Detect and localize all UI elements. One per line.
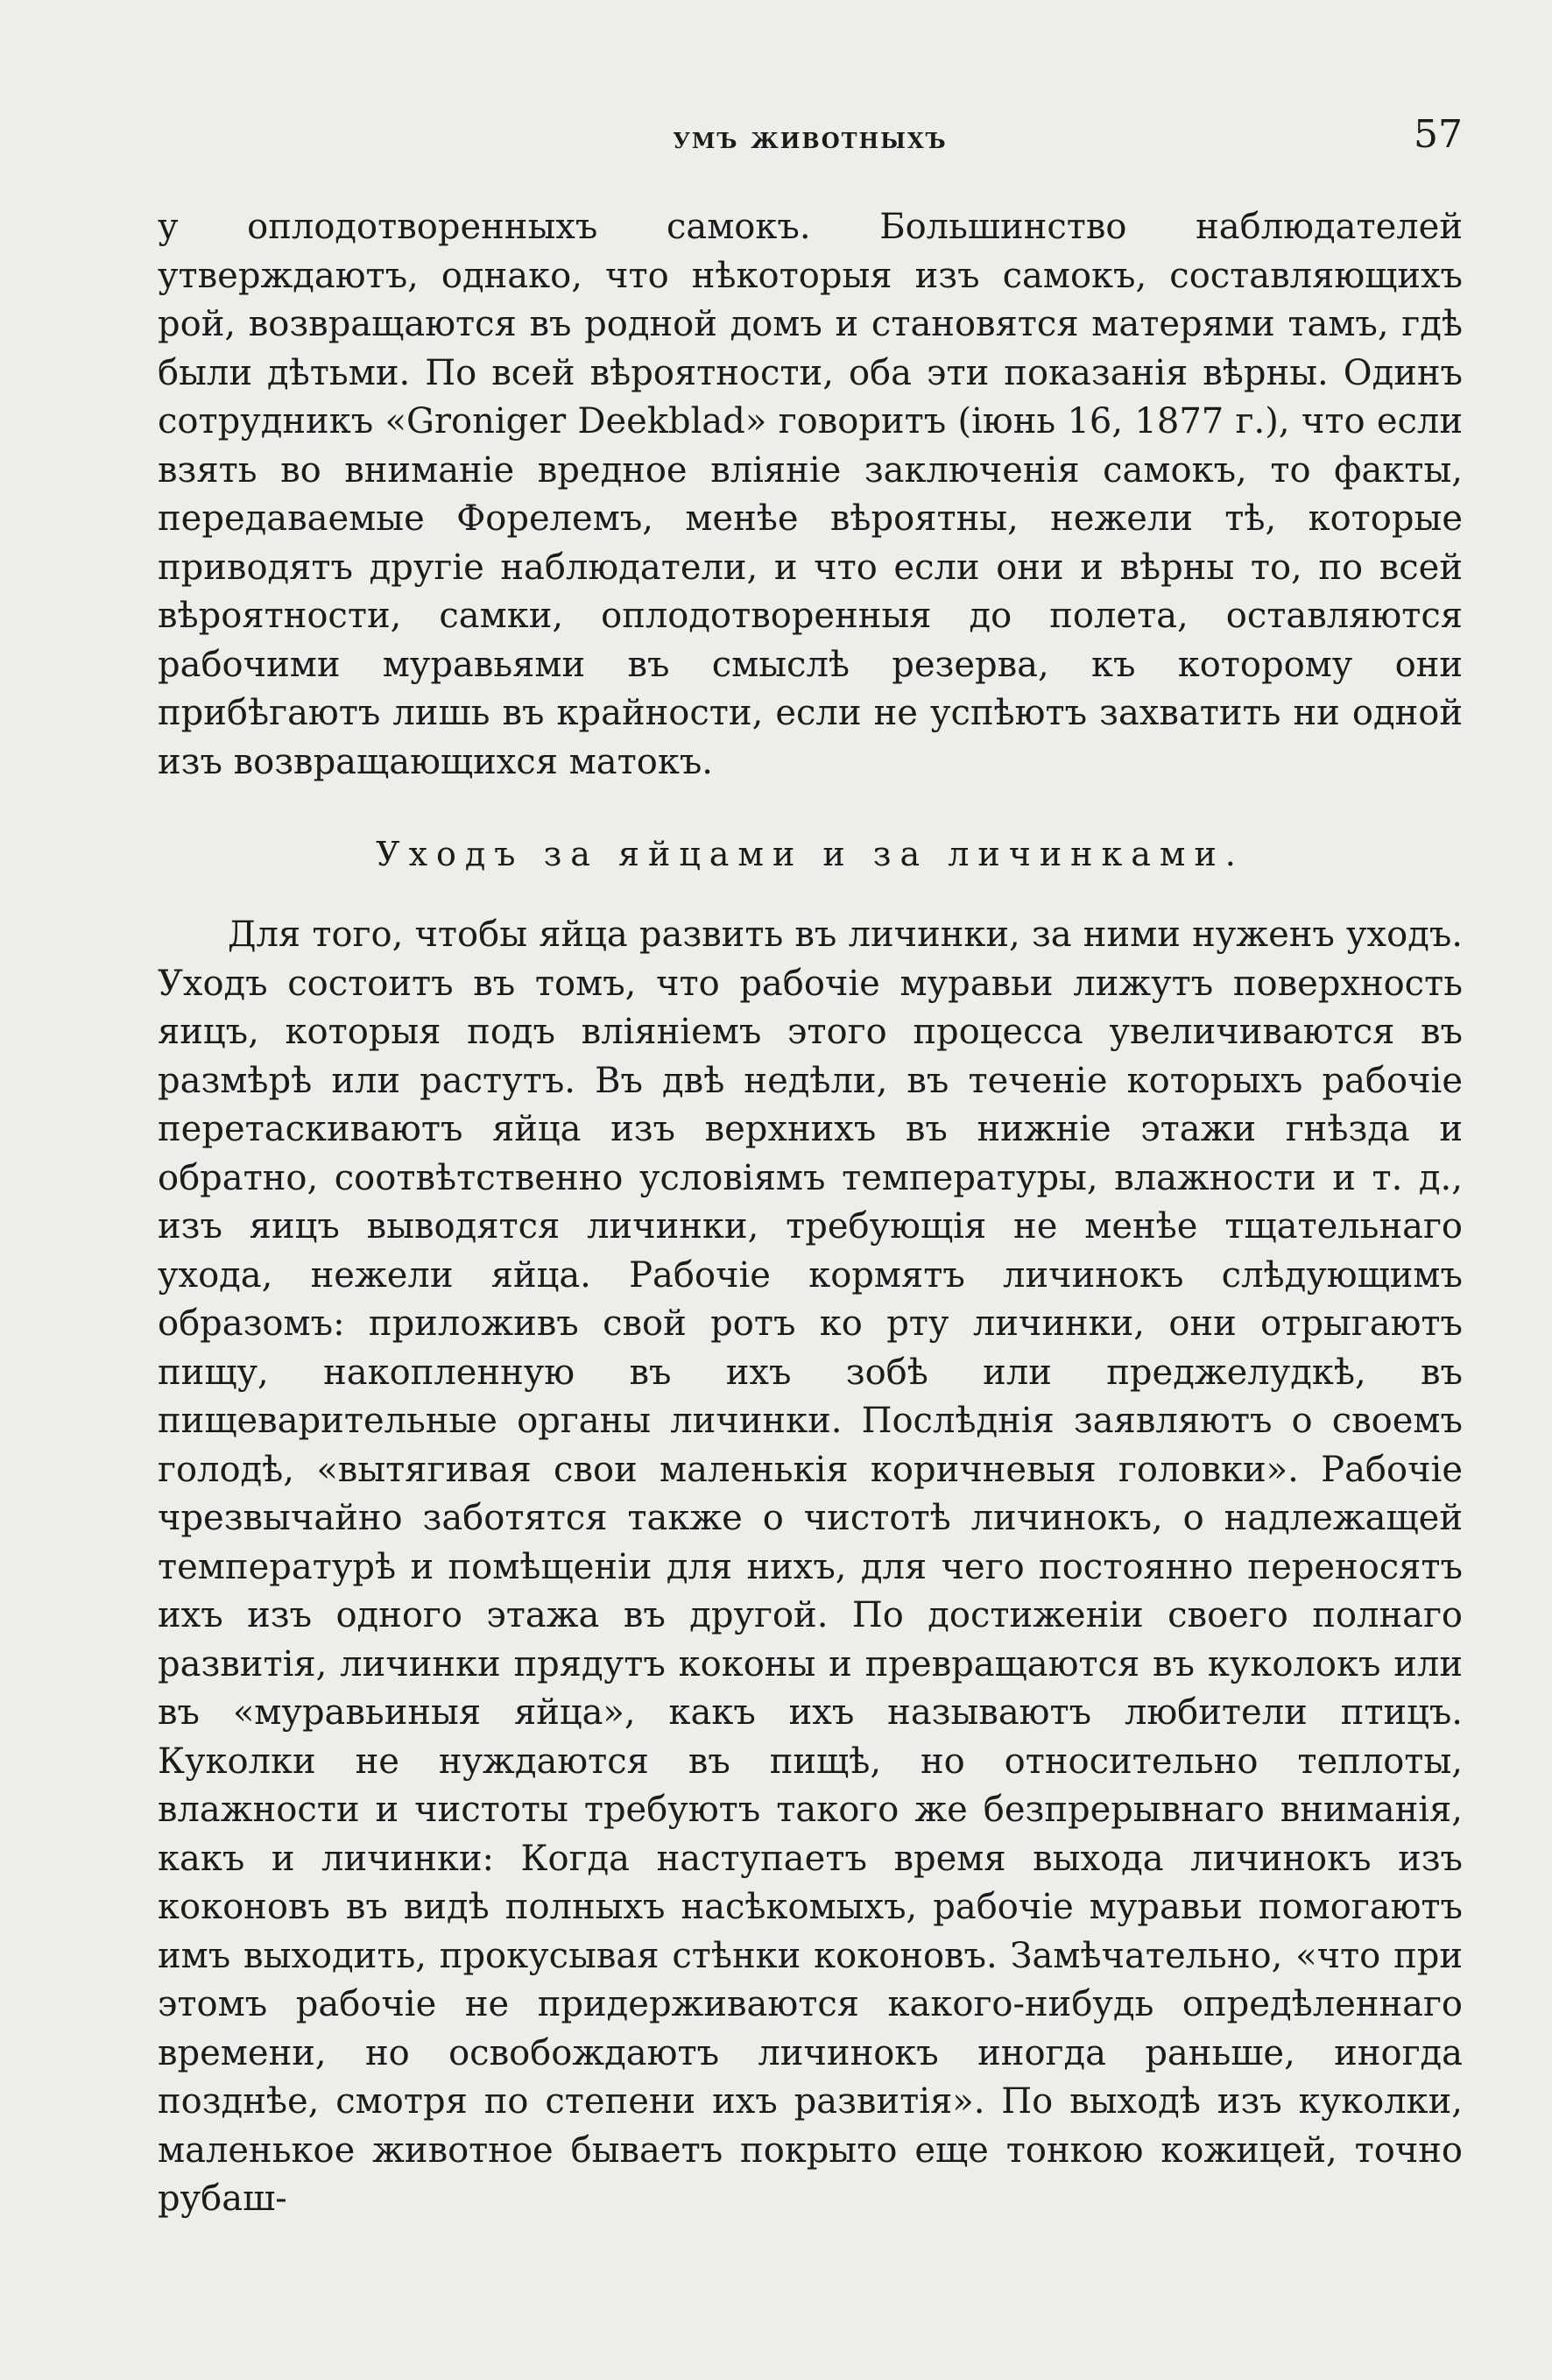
running-title: умъ животныхъ	[673, 121, 948, 156]
paragraph-continuation: у оплодотворенныхъ самокъ. Большинство наблюдателей утверждаютъ, однако, что нѣкоторыя изъ самокъ, составляющихъ рой, возвращаются въ родной домъ и становятся матерями тамъ, гдѣ были дѣтьми. По всей вѣроятности, оба эти показанія вѣрны. Одинъ сотрудникъ «Groniger Deekblad» говоритъ (іюнь 16, 1877 г.), что если взять во вниманіе вредное вліяніе заключенія самокъ, то факты, передаваемые Форелемъ, менѣе вѣроятны, нежели тѣ, которые приводятъ другіе наблюдатели, и что если они и вѣрны то, по всей вѣроятности, самки, оплодотворенныя до полета, оставляются рабочими муравьями въ смыслѣ резерва, къ которому они прибѣгаютъ лишь въ крайности, если не успѣютъ захватить ни одной изъ возвращающихся матокъ.	[158, 207, 1463, 782]
section-paragraph: Для того, чтобы яйца развить въ личинки, за ними нуженъ уходъ. Уходъ состоитъ въ томъ, что рабочіе муравьи лижутъ поверхность яицъ, которыя подъ вліяніемъ этого процесса увеличиваются въ размѣрѣ или растутъ. Въ двѣ недѣли, въ теченіе которыхъ рабочіе перетаскиваютъ яйца изъ верхнихъ въ нижніе этажи гнѣзда и обратно, соотвѣтственно условіямъ температуры, влажности и т. д., изъ яицъ выводятся личинки, требующія не менѣе тщательнаго ухода, нежели яйца. Рабочіе кормятъ личинокъ слѣдующимъ образомъ: приложивъ свой ротъ ко рту личинки, они отрыгаютъ пищу, накопленную въ ихъ зобѣ или преджелудкѣ, въ пищеварительные органы личинки. Послѣднія заявляютъ о своемъ голодѣ, «вытягивая свои маленькія коричневыя головки». Рабочіе чрезвычайно заботятся также о чистотѣ личинокъ, о надлежащей температурѣ и помѣщеніи для нихъ, для чего постоянно переносятъ ихъ изъ одного этажа въ другой. По достиженіи своего полнаго развитія, личинки прядутъ коконы и превращаются въ куколокъ или въ «муравьиныя яйца», какъ ихъ называютъ любители птицъ. Куколки не нуждаются въ пищѣ, но относительно теплоты, влажности и чистоты требуютъ такого же безпрерывнаго вниманія, какъ и личинки: Когда наступаетъ время выхода личинокъ изъ коконовъ въ видѣ полныхъ насѣкомыхъ, рабочіе муравьи помогаютъ имъ выходить, прокусывая стѣнки коконовъ. Замѣчательно, «что при этомъ рабочіе не придерживаются какого-нибудь опредѣленнаго времени, но освобождаютъ личинокъ иногда раньше, иногда позднѣе, смотря по степени ихъ развитія». По выходѣ изъ куколки, маленькое животное бываетъ покрыто еще тонкою кожицей, точно рубаш-	[158, 915, 1463, 2219]
body-text	[158, 203, 1463, 2224]
section-heading: Уходъ за яйцами и за личинками.	[376, 835, 1245, 873]
running-head	[158, 112, 1463, 165]
page-number: 57	[1414, 112, 1463, 157]
